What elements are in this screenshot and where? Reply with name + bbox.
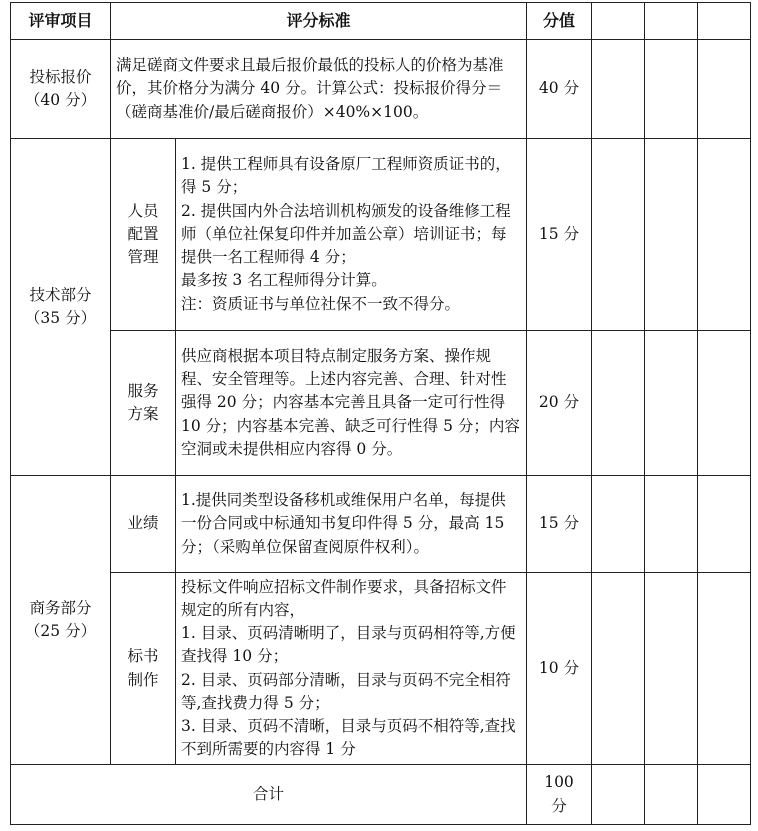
total-label: 合计 (11, 765, 527, 825)
service-sub-label: 服务 方案 (111, 331, 176, 476)
price-label: 投标报价 （40 分） (11, 40, 111, 139)
header-blank-3 (698, 3, 751, 40)
personnel-row (11, 139, 751, 331)
criteria-line: 1. 提供工程师具有设备原厂工程师资质证书的，得 5 分； (181, 155, 511, 197)
service-score: 20 分 (527, 331, 592, 476)
criteria-line: 投标文件响应招标文件制作要求，具备招标文件规定的所有内容， (181, 577, 507, 619)
service-row (11, 331, 751, 476)
blank-cell (592, 331, 645, 476)
criteria-line: 1. 目录、页码清晰明了，目录与页码相符等,方便查找得 10 分； (181, 624, 516, 666)
header-score: 分值 (527, 3, 592, 40)
performance-score: 15 分 (527, 476, 592, 573)
header-item: 评审项目 (11, 3, 111, 40)
criteria-line: 注：资质证书与单位社保不一致不得分。 (181, 294, 461, 313)
criteria-line: 2. 提供国内外合法培训机构颁发的设备维修工程师（单位社保复印件并加盖公章）培训证书；每提供一名工程师得 4 分； (181, 201, 511, 267)
bid-doc-criteria (176, 573, 527, 765)
blank-cell (645, 765, 698, 825)
bid-doc-row (11, 573, 751, 765)
performance-criteria: 1.提供同类型设备移机或维保用户名单，每提供一份合同或中标通知书复印件得 5 分，最高 15 分；（采购单位保留查阅原件权利）。 (176, 476, 527, 573)
header-blank-1 (592, 3, 645, 40)
criteria-line: 3. 目录、页码不清晰，目录与页码不相符等,查找不到所需要的内容得 1 分 (181, 716, 516, 759)
blank-cell (592, 40, 645, 139)
header-blank-2 (645, 3, 698, 40)
personnel-sub-label: 人员 配置 管理 (111, 139, 176, 331)
personnel-criteria (176, 139, 527, 331)
blank-cell (698, 765, 751, 825)
scoring-table (10, 2, 751, 825)
criteria-line: 最多按 3 名工程师得分计算。 (181, 271, 387, 290)
bid-doc-sub-label: 标书 制作 (111, 573, 176, 765)
personnel-score: 15 分 (527, 139, 592, 331)
total-score: 100 分 (527, 765, 592, 825)
price-score: 40 分 (527, 40, 592, 139)
blank-cell (645, 331, 698, 476)
bid-doc-score: 10 分 (527, 573, 592, 765)
performance-sub-label: 业绩 (111, 476, 176, 573)
blank-cell (698, 573, 751, 765)
blank-cell (698, 331, 751, 476)
service-criteria: 供应商根据本项目特点制定服务方案、操作规程、安全管理等。上述内容完善、合理、针对性强得 20 分；内容基本完善且具备一定可行性得 10 分；内容基本完善、缺乏可行性得 5 分；内容空洞或未提供相应内容得 0 分。 (176, 331, 527, 476)
blank-cell (698, 476, 751, 573)
price-criteria: 满足磋商文件要求且最后报价最低的投标人的价格为基准价，其价格分为满分 40 分。计算公式：投标报价得分＝（磋商基准价/最后磋商报价）×40%×100。 (111, 40, 527, 139)
blank-cell (592, 476, 645, 573)
performance-row (11, 476, 751, 573)
total-row (11, 765, 751, 825)
header-row (11, 3, 751, 40)
blank-cell (592, 573, 645, 765)
blank-cell (698, 40, 751, 139)
blank-cell (645, 139, 698, 331)
blank-cell (645, 40, 698, 139)
price-row (11, 40, 751, 139)
blank-cell (645, 476, 698, 573)
technical-label: 技术部分 （35 分） (11, 139, 111, 476)
blank-cell (592, 765, 645, 825)
blank-cell (592, 139, 645, 331)
blank-cell (698, 139, 751, 331)
blank-cell (645, 573, 698, 765)
business-label: 商务部分 （25 分） (11, 476, 111, 765)
criteria-line: 2. 目录、页码部分清晰，目录与页码不完全相符等,查找费力得 5 分； (181, 670, 511, 712)
header-criteria: 评分标准 (111, 3, 527, 40)
